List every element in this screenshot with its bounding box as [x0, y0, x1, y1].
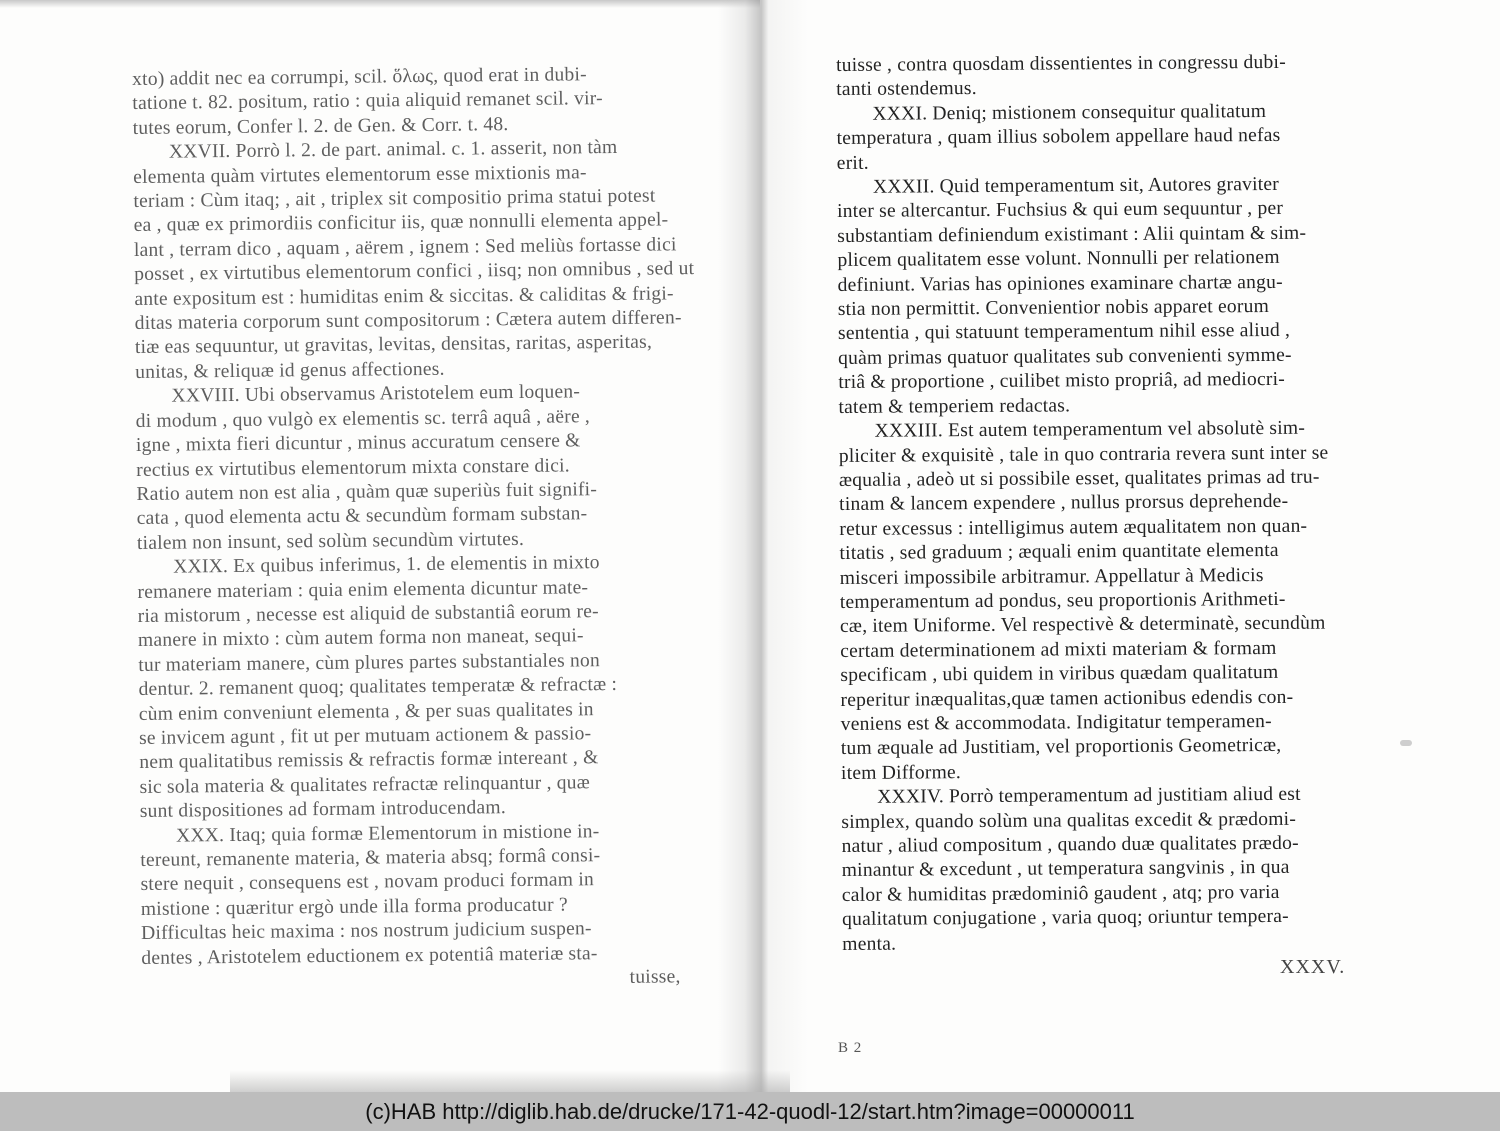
text-line: cæ, item Uniforme. Vel respectivè & determinatè, secundùm: [839, 612, 1326, 638]
text-line: minantur & excedunt , ut temperatura sangvinis , in qua: [841, 857, 1290, 882]
text-line: stia non permittit. Convenientior nobis apparet eorum: [837, 296, 1270, 321]
footer-bar: [0, 1092, 1500, 1131]
text-line: sententia , qui statuunt temperamentum nihil esse aliud ,: [837, 320, 1291, 345]
text-line: cata , quod elementa actu & secundùm formam substan-: [136, 503, 588, 530]
section-heading-line: XXX. Itaq; quia formæ Elementorum in mistione in-: [175, 820, 600, 847]
text-line: tutes eorum, Confer l. 2. de Gen. & Corr. t. 48.: [132, 113, 509, 139]
text-line: Ratio autem non est alia , quàm quæ superiùs fuit signifi-: [136, 479, 598, 505]
text-line: plicem qualitatem esse volunt. Nonnulli per relationem: [837, 247, 1280, 272]
text-line: tuisse , contra quosdam dissentientes in congressu dubi-: [836, 51, 1286, 76]
catchword: XXXV.: [1280, 956, 1346, 978]
text-line: mistione : quæritur ergò unde illa forma producatur ?: [140, 894, 568, 920]
text-line: veniens est & accommodata. Indigitatur temperamen-: [840, 710, 1272, 735]
text-line: tereunt, remanente materia, & materia absq; formâ consi-: [140, 845, 601, 871]
text-line: substantiam definiendum existimant : Alii quintam & sim-: [837, 222, 1307, 247]
text-line: æqualia , adeò ut si possibile esset, qualitates primas ad tru-: [838, 466, 1320, 491]
right-page-text: [836, 50, 1354, 957]
text-line: cùm enim conveniunt elementa , & per suas qualitates in: [138, 698, 594, 725]
section-heading-line: XXVIII. Ubi observamus Aristotelem eum loquen-: [171, 381, 581, 407]
text-line: titatis , sed graduum ; æquali enim quantitate elementa: [839, 540, 1279, 565]
footer-credit-text: (c)HAB http://diglib.hab.de/drucke/171-42-quodl-12/start.htm?image=00000011: [365, 1098, 1135, 1124]
text-line: manere in mixto : cùm autem forma non maneat, sequi-: [137, 625, 584, 652]
text-line: ria mistorum , necesse est aliquid de substantiâ eorum re-: [137, 601, 599, 627]
section-heading-line: XXXI. Deniq; mistionem consequitur qualitatum: [872, 100, 1267, 125]
text-line: posset , ex virtutibus elementorum confici , iisq; non omnibus , sed ut: [134, 258, 695, 286]
text-line: tatem & temperiem redactas.: [838, 395, 1071, 418]
text-line: qualitatum conjugatione , varia quoq; oriuntur tempera-: [841, 906, 1289, 931]
text-line: xto) addit nec ea corrumpi, scil. ὅλως, quod erat in dubi-: [132, 64, 587, 90]
text-line: se invicem agunt , fit ut per mutuam actionem & passio-: [138, 723, 592, 749]
text-line: remanere materiam : quia enim elementa dicuntur mate-: [137, 576, 589, 603]
text-line: menta.: [842, 933, 897, 955]
signature-mark: B 2: [838, 1040, 863, 1056]
text-line: tatione t. 82. positum, ratio : quia aliquid remanet scil. vir-: [132, 88, 603, 115]
book-gutter: [718, 0, 808, 1092]
text-line: ditas materia corporum sunt compositorum : Cætera autem differen-: [134, 307, 682, 335]
text-line: dentes , Aristotelem eductionem ex potentiâ materiæ sta-: [141, 942, 598, 969]
text-line: pliciter & exquisitè , tale in quo contraria revera sunt inter se: [838, 442, 1329, 467]
text-line: temperamentum ad pondus, seu proportionis Arithmeti-: [839, 588, 1286, 613]
text-line: rectius ex virtutibus elementorum mixta constare dici.: [136, 454, 570, 481]
text-line: definiunt. Varias has opiniones examinare chartæ angu-: [837, 271, 1283, 296]
text-line: ea , quæ ex primordiis conficitur iis, quæ nonnulli elementa appel-: [133, 209, 669, 237]
text-line: natur , aliud compositum , quando duæ qualitates prædo-: [841, 832, 1299, 857]
text-line: simplex, quando solùm una qualitas excedit & prædomi-: [841, 808, 1297, 833]
text-line: tuisse,: [629, 966, 681, 988]
section-heading-line: XXVII. Porrò l. 2. de part. animal. c. 1. asserit, non tàm: [168, 137, 618, 163]
text-line: sunt dispositiones ad formam introducendam.: [139, 797, 507, 823]
text-line: lant , terram dico , aquam , aërem , ignem : Sed meliùs fortasse dici: [133, 234, 677, 261]
text-line: item Difforme.: [840, 761, 962, 784]
text-line: misceri impossibile arbitramur. Appellatur à Medicis: [839, 564, 1264, 589]
text-line: tialem non insunt, sed solùm secundùm virtutes.: [136, 528, 525, 554]
top-edge-shadow: [0, 0, 760, 8]
text-line: teriam : Cùm itaq; , ait , triplex sit compositio prima statui potest: [133, 185, 656, 213]
text-line: tur materiam manere, cùm plures partes substantiales non: [138, 649, 601, 676]
text-line: erit.: [836, 152, 869, 174]
text-line: triâ & proportione , cuilibet misto propriâ, ad mediocri-: [838, 369, 1286, 394]
left-page-text: [132, 62, 695, 995]
section-heading-line: XXXII. Quid temperamentum sit, Autores graviter: [872, 173, 1280, 198]
bottom-page-edge: [230, 1070, 790, 1092]
text-line: sic sola materia & qualitates refractæ relinquantur , quæ: [139, 772, 591, 798]
text-line: stere nequit , consequens est , novam produci formam in: [140, 869, 595, 896]
text-line: specificam , ubi quidem in viribus quædam qualitatum: [840, 662, 1279, 687]
text-line: quàm primas quatuor qualitates sub convenienti symme-: [838, 344, 1292, 369]
text-line: di modum , quo vulgò ex elementis sc. terrâ aquâ , aëre ,: [135, 405, 591, 432]
section-heading-line: XXXIII. Est autem temperamentum vel absolutè sim-: [874, 417, 1306, 442]
text-line: igne , mixta fieri dicuntur , minus accuratum censere &: [135, 430, 581, 457]
text-line: ante expositum est : humiditas enim & siccitas. & caliditas & frigi-: [134, 282, 674, 310]
text-line: unitas, & reliquæ id genus affectiones.: [135, 358, 445, 383]
text-line: dentur. 2. remanent quoq; qualitates temperatæ & refractæ :: [138, 674, 618, 701]
text-line: tinam & lancem expendere , nullus prorsus deprehende-: [839, 491, 1289, 516]
text-line: retur excessus : intelligimus autem æqualitatem non quan-: [839, 515, 1308, 540]
text-line: calor & humiditas prædominiô gaudent , atq; pro varia: [841, 881, 1280, 906]
text-line: temperatura , quam illius sobolem appellare haud nefas: [836, 125, 1281, 150]
text-line: Difficultas heic maxima : nos nostrum judicium suspen-: [140, 918, 592, 945]
text-line: elementa quàm virtutes elementorum esse mixtionis ma-: [133, 161, 587, 188]
section-heading-line: XXXIV. Porrò temperamentum ad justitiam aliud est: [877, 783, 1301, 808]
text-line: tiæ eas sequuntur, ut gravitas, levitas, densitas, raritas, asperitas,: [134, 332, 653, 359]
text-line: tanti ostendemus.: [836, 78, 977, 101]
ink-smudge: [1400, 740, 1412, 746]
text-line: tum æquale ad Justitiam, vel proportionis Geometricæ,: [840, 735, 1282, 760]
section-heading-line: XXIX. Ex quibus inferimus, 1. de elementis in mixto: [173, 552, 600, 578]
text-line: inter se altercantur. Fuchsius & qui eum sequuntur , per: [837, 198, 1284, 223]
text-line: certam determinationem ad mixti materiam & formam: [840, 637, 1277, 662]
text-line: nem qualitatibus remissis & refractis formæ intereant , &: [139, 747, 599, 774]
text-line: reperitur inæqualitas,quæ tamen actionibus edendis con-: [840, 686, 1294, 711]
